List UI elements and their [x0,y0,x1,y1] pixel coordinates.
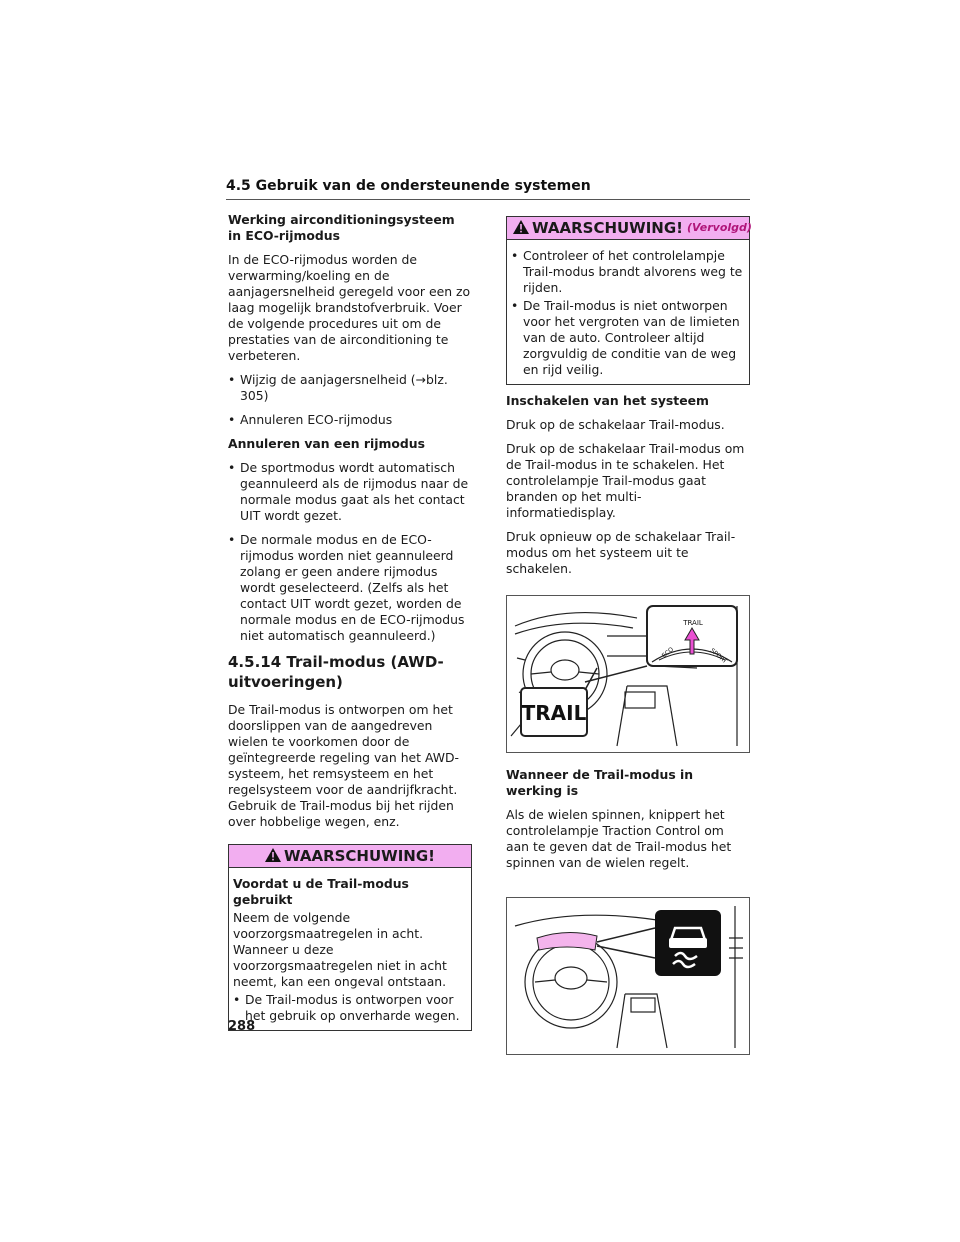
list-item: • De normale modus en de ECO-rijmodus worden niet geannuleerd zolang er geen andere rijmodus wordt geselecteerd. (Zelfs als het contact UIT wordt gezet, worden de normale modus en de ECO-rijmodus niet automatisch geannuleerd.) [228,532,472,644]
working-title: Wanneer de Trail-modus in werking is [506,767,694,798]
eco-ac-paragraph: In de ECO-rijmodus worden de verwarming/koeling en de aanjagersnelheid geregeld voor een zo laag mogelijk brandstofverbruik. Voer de volgende procedures uit om de prestaties van de airconditioning te verbeteren. [228,252,471,363]
warning-bullet: • Controleer of het controlelampje Trail-modus brandt alvorens weg te rijden. [511,248,743,296]
left-column [228,212,472,1031]
list-item: • De sportmodus wordt automatisch geannuleerd als de rijmodus naar de normale modus gaat als het contact UIT wordt gezet. [228,460,472,524]
warning-bullet: • De Trail-modus is niet ontworpen voor het vergroten van de limieten van de auto. Controleer altijd zorgvuldig de conditie van de weg en rijd veilig. [511,298,743,378]
warning-subtitle: Voordat u de Trail-modus gebruikt [233,876,409,907]
switch-on-title: Inschakelen van het systeem [506,393,709,408]
dashboard-drawing [507,596,751,752]
dashboard-drawing-2 [507,898,751,1054]
warning-header [507,217,752,240]
section-paragraph: De Trail-modus is ontworpen om het doorslippen van de aangedreven wielen te voorkomen door de geïntegreerde regeling van het AWD-systeem, het remsysteem en het regelsysteem voor de aandrijfkracht. Gebruik de Trail-modus bij het rijden over hobbelige wegen, enz. [228,702,460,829]
switch-on-paragraph: Druk opnieuw op de schakelaar Trail-modus om het systeem uit te schakelen. [506,529,736,576]
warning-box [228,844,472,1031]
warning-label: WAARSCHUWING! [283,847,436,865]
working-paragraph: Als de wielen spinnen, knippert het controlelampje Traction Control om aan te geven dat de Trail-modus het spinnen van de wielen regelt. [506,807,732,870]
dial-top-label: TRAIL [683,619,703,627]
dial-left-label: ECO [660,646,676,660]
section-title: 4.5.14 Trail-modus (AWD-uitvoeringen) [228,653,444,691]
warning-icon [265,848,281,865]
warning-header [229,845,471,868]
list-item: • Annuleren ECO-rijmodus [228,412,472,428]
warning-bullet: • De Trail-modus is ontworpen voor het gebruik op onverharde wegen. [233,992,465,1024]
eco-ac-title: Werking airconditioningsysteem in ECO-rijmodus [228,212,455,243]
switch-on-paragraph: Druk op de schakelaar Trail-modus. [506,417,725,432]
trail-switch-label: TRAIL [521,701,587,725]
section-header: 4.5 Gebruik van de ondersteunende systemen [226,178,750,200]
list-item: • Wijzig de aanjagersnelheid (→blz. 305) [228,372,472,404]
continued-label: (Vervolgd) [687,221,752,234]
warning-icon [513,220,529,237]
warning-box-continued [506,216,750,385]
right-column [506,216,750,1065]
traction-indicator-illustration [506,897,750,1055]
dial-right-label: SPORT [708,647,729,666]
page-number: 288 [228,1019,256,1034]
switch-on-paragraph: Druk op de schakelaar Trail-modus om de Trail-modus in te schakelen. Het controlelampje Trail-modus gaat branden op het multi-informatiedisplay. [506,441,745,520]
cancel-mode-title: Annuleren van een rijmodus [228,436,425,451]
trail-switch-illustration [506,595,750,753]
warning-label: WAARSCHUWING! [532,219,684,237]
warning-paragraph: Neem de volgende voorzorgsmaatregelen in acht. Wanneer u deze voorzorgsmaatregelen niet in acht neemt, kan een ongeval ontstaan. [233,910,447,989]
